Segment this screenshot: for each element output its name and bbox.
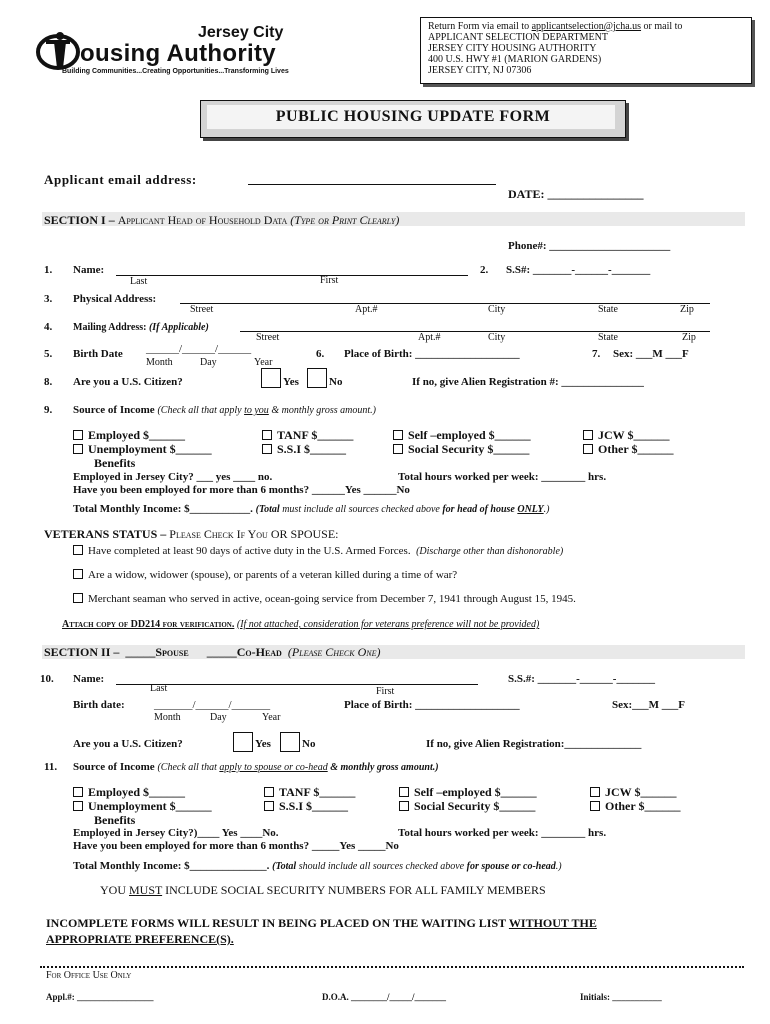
q2-number: 2. — [480, 264, 489, 276]
office-use-label: For Office Use Only — [46, 970, 132, 981]
dd214-notice: Attach copy of DD214 for verification. (If not attached, consideration for veterans preference will not be provided) — [62, 619, 540, 630]
mail-state-label: State — [598, 332, 618, 343]
q5-day-label: Day — [200, 357, 217, 368]
citizen-no-label: No — [329, 376, 343, 388]
veteran-item-1[interactable]: Have completed at least 90 days of active duty in the U.S. Armed Forces. (Discharge other than dishonorable) — [73, 545, 563, 557]
spouse-income-jcw[interactable]: JCW $______ — [590, 785, 676, 800]
spouse-income-ssi[interactable]: S.S.I $______ — [264, 799, 348, 814]
spouse-employed-in-jc-field[interactable]: Employed in Jersey City?)____ Yes ____No. — [73, 827, 279, 839]
q3-label: Physical Address: — [73, 293, 157, 305]
spouse-name-field[interactable] — [116, 684, 478, 685]
q9-number: 9. — [44, 404, 53, 416]
mailing-address-field[interactable] — [240, 331, 710, 332]
spouse-income-tanf[interactable]: TANF $______ — [264, 785, 355, 800]
addr-state-label: State — [598, 304, 618, 315]
mail-apt-label: Apt.# — [418, 332, 441, 343]
return-line-3: JERSEY CITY HOUSING AUTHORITY — [428, 43, 597, 54]
spouse-citizen-yes-checkbox[interactable] — [233, 732, 253, 752]
q11-number: 11. — [44, 761, 58, 773]
email-label: Applicant email address: — [44, 172, 197, 187]
return-email-link[interactable]: applicantselection@jcha.us — [531, 21, 642, 32]
cohead-option[interactable]: _____Co-Head — [206, 645, 282, 659]
office-use-divider — [40, 966, 744, 968]
income-benefits-label: Benefits — [94, 456, 136, 470]
q10-last-label: Last — [150, 683, 168, 694]
addr-apt-label: Apt.# — [355, 304, 378, 315]
employed-in-jc-field[interactable]: Employed in Jersey City? ___ yes ____ no. — [73, 471, 273, 483]
q5-label: Birth Date — [73, 348, 123, 360]
veteran-item-3[interactable]: Merchant seaman who served in active, ocean-going service from December 7, 1941 through August 15, 1945. — [73, 593, 576, 605]
q10-year-label: Year — [262, 712, 281, 723]
spouse-citizen-no-checkbox[interactable] — [280, 732, 300, 752]
addr-city-label: City — [488, 304, 506, 315]
total-monthly-income-2[interactable]: Total Monthly Income: $______________. (Total should include all sources checked above for spouse or co-head.) — [73, 860, 562, 872]
q5-year-label: Year — [254, 357, 273, 368]
checkbox-icon[interactable] — [264, 787, 274, 797]
income-unemployment[interactable]: Unemployment $______ — [73, 442, 212, 457]
checkbox-icon[interactable] — [590, 787, 600, 797]
return-line-4: 400 U.S. HWY #1 (MARION GARDENS) — [428, 54, 602, 65]
q4-number: 4. — [44, 321, 53, 333]
return-line-2: APPLICANT SELECTION DEPARTMENT — [428, 32, 608, 43]
jcha-logo — [36, 22, 306, 82]
checkbox-icon[interactable] — [393, 430, 403, 440]
mail-street-label: Street — [256, 332, 280, 343]
checkbox-icon[interactable] — [399, 787, 409, 797]
sex-field[interactable]: Sex: ___M ___F — [613, 348, 689, 360]
checkbox-icon[interactable] — [264, 801, 274, 811]
spouse-citizen-label: Are you a U.S. Citizen? — [73, 738, 183, 750]
section-2-title: SECTION II – _____Spouse _____Co-Head (Please Check One) — [44, 645, 381, 659]
mail-zip-label: Zip — [682, 332, 696, 343]
spouse-citizen-no-label: No — [302, 738, 316, 750]
q10-number: 10. — [40, 673, 54, 685]
spouse-sex-field[interactable]: Sex:___M ___F — [612, 699, 686, 711]
physical-address-field[interactable] — [180, 303, 710, 304]
q10-month-label: Month — [154, 712, 181, 723]
spouse-employed-6-months-field[interactable]: Have you been employed for more than 6 months? _____Yes _____No — [73, 840, 399, 852]
hours-per-week-field[interactable]: Total hours worked per week: ________ hrs. — [398, 471, 607, 483]
income-other[interactable]: Other $______ — [583, 442, 673, 457]
place-of-birth-field[interactable]: Place of Birth: ___________________ — [344, 348, 520, 360]
income-social-security[interactable]: Social Security $______ — [393, 442, 529, 457]
total-monthly-income-1[interactable]: Total Monthly Income: $___________. (Total must include all sources checked above for head of house ONLY.) — [73, 503, 550, 515]
checkbox-icon[interactable] — [73, 593, 83, 603]
logo-main-text: ousing Authority — [80, 40, 276, 67]
doa-field[interactable]: D.O.A. ________/_____/_______ — [322, 992, 447, 1002]
q5-number: 5. — [44, 348, 53, 360]
q4-label: Mailing Address: (If Applicable) — [73, 322, 209, 333]
checkbox-icon[interactable] — [73, 444, 83, 454]
q8-number: 8. — [44, 376, 53, 388]
spouse-income-benefits-label: Benefits — [94, 813, 136, 827]
ss-notice: YOU MUST INCLUDE SOCIAL SECURITY NUMBERS FOR ALL FAMILY MEMBERS — [100, 883, 546, 897]
q6-number: 6. — [316, 348, 325, 360]
spouse-place-of-birth-field[interactable]: Place of Birth: ___________________ — [344, 699, 520, 711]
ssn-field[interactable]: S.S#: _______-______-_______ — [506, 264, 651, 276]
checkbox-icon[interactable] — [262, 430, 272, 440]
spouse-option[interactable]: _____Spouse — [125, 645, 189, 659]
birth-date-field[interactable]: ______/______/______ — [146, 343, 252, 355]
date-field[interactable]: DATE: ________________ — [508, 187, 644, 201]
checkbox-icon[interactable] — [583, 444, 593, 454]
spouse-citizen-yes-label: Yes — [255, 738, 271, 750]
q10-first-label: First — [376, 686, 395, 697]
return-line-1: Return Form via email to applicantselection@jcha.us or mail to — [428, 21, 683, 32]
q1-first-label: First — [320, 275, 339, 286]
checkbox-icon[interactable] — [590, 801, 600, 811]
citizen-yes-checkbox[interactable] — [261, 368, 281, 388]
spouse-income-other[interactable]: Other $______ — [590, 799, 680, 814]
spouse-income-social-security[interactable]: Social Security $______ — [399, 799, 535, 814]
section-1-title: SECTION I – Applicant Head of Household Data (Type or Print Clearly) — [44, 213, 400, 227]
income-tanf[interactable]: TANF $______ — [262, 428, 353, 443]
email-field[interactable] — [248, 184, 496, 185]
veterans-title: VETERANS STATUS – Please Check If You OR SPOUSE: — [44, 527, 339, 541]
checkbox-icon[interactable] — [73, 801, 83, 811]
checkbox-icon[interactable] — [399, 801, 409, 811]
return-line-5: JERSEY CITY, NJ 07306 — [428, 65, 532, 76]
spouse-hours-per-week-field[interactable]: Total hours worked per week: ________ hrs. — [398, 827, 607, 839]
spouse-income-self-employed[interactable]: Self –employed $______ — [399, 785, 537, 800]
spouse-income-employed[interactable]: Employed $______ — [73, 785, 185, 800]
spouse-alien-registration-field[interactable]: If no, give Alien Registration:______________ — [426, 738, 642, 750]
q10-day-label: Day — [210, 712, 227, 723]
form-title: PUBLIC HOUSING UPDATE FORM — [275, 108, 551, 125]
q5-month-label: Month — [146, 357, 173, 368]
mail-city-label: City — [488, 332, 506, 343]
checkbox-icon[interactable] — [73, 430, 83, 440]
checkbox-icon[interactable] — [73, 569, 83, 579]
q8-label: Are you a U.S. Citizen? — [73, 376, 183, 388]
q9-label: Source of Income (Check all that apply to you & monthly gross amount.) — [73, 404, 376, 416]
employed-6-months-field[interactable]: Have you been employed for more than 6 months? ______Yes ______No — [73, 484, 410, 496]
q7-number: 7. — [592, 348, 601, 360]
spouse-birth-field[interactable]: _______/______/_______ — [154, 699, 271, 711]
addr-zip-label: Zip — [680, 304, 694, 315]
q3-number: 3. — [44, 293, 53, 305]
checkbox-icon[interactable] — [583, 430, 593, 440]
income-ssi[interactable]: S.S.I $______ — [262, 442, 346, 457]
logo-top-text: Jersey City — [198, 24, 284, 41]
logo-tagline: Building Communities...Creating Opportunities...Transforming Lives — [62, 68, 289, 75]
income-employed[interactable]: Employed $______ — [73, 428, 185, 443]
spouse-ssn-field[interactable]: S.S.#: _______-______-_______ — [508, 673, 655, 685]
checkbox-icon[interactable] — [393, 444, 403, 454]
income-self-employed[interactable]: Self –employed $______ — [393, 428, 531, 443]
incomplete-notice-2: APPROPRIATE PREFERENCE(S). — [46, 932, 234, 946]
spouse-birth-label: Birth date: — [73, 699, 125, 711]
q10-label: Name: — [73, 673, 105, 685]
citizen-yes-label: Yes — [283, 376, 299, 388]
name-field[interactable] — [116, 275, 468, 276]
initials-field[interactable]: Initials: ___________ — [580, 992, 662, 1002]
appl-number-field[interactable]: Appl.#: _________________ — [46, 992, 154, 1002]
checkbox-icon[interactable] — [262, 444, 272, 454]
phone-field[interactable]: Phone#: ______________________ — [508, 240, 671, 252]
veteran-item-2[interactable]: Are a widow, widower (spouse), or parents of a veteran killed during a time of war? — [73, 569, 457, 581]
q1-last-label: Last — [130, 276, 148, 287]
checkbox-icon[interactable] — [73, 545, 83, 555]
q11-label: Source of Income (Check all that apply to spouse or co-head & monthly gross amount.) — [73, 761, 439, 773]
citizen-no-checkbox[interactable] — [307, 368, 327, 388]
checkbox-icon[interactable] — [73, 787, 83, 797]
addr-street-label: Street — [190, 304, 214, 315]
q1-label: Name: — [73, 264, 105, 276]
spouse-income-unemployment[interactable]: Unemployment $______ — [73, 799, 212, 814]
q1-number: 1. — [44, 264, 53, 276]
income-jcw[interactable]: JCW $______ — [583, 428, 669, 443]
incomplete-notice-1: INCOMPLETE FORMS WILL RESULT IN BEING PLACED ON THE WAITING LIST WITHOUT THE — [46, 916, 597, 930]
alien-registration-field[interactable]: If no, give Alien Registration #: _______________ — [412, 376, 644, 388]
